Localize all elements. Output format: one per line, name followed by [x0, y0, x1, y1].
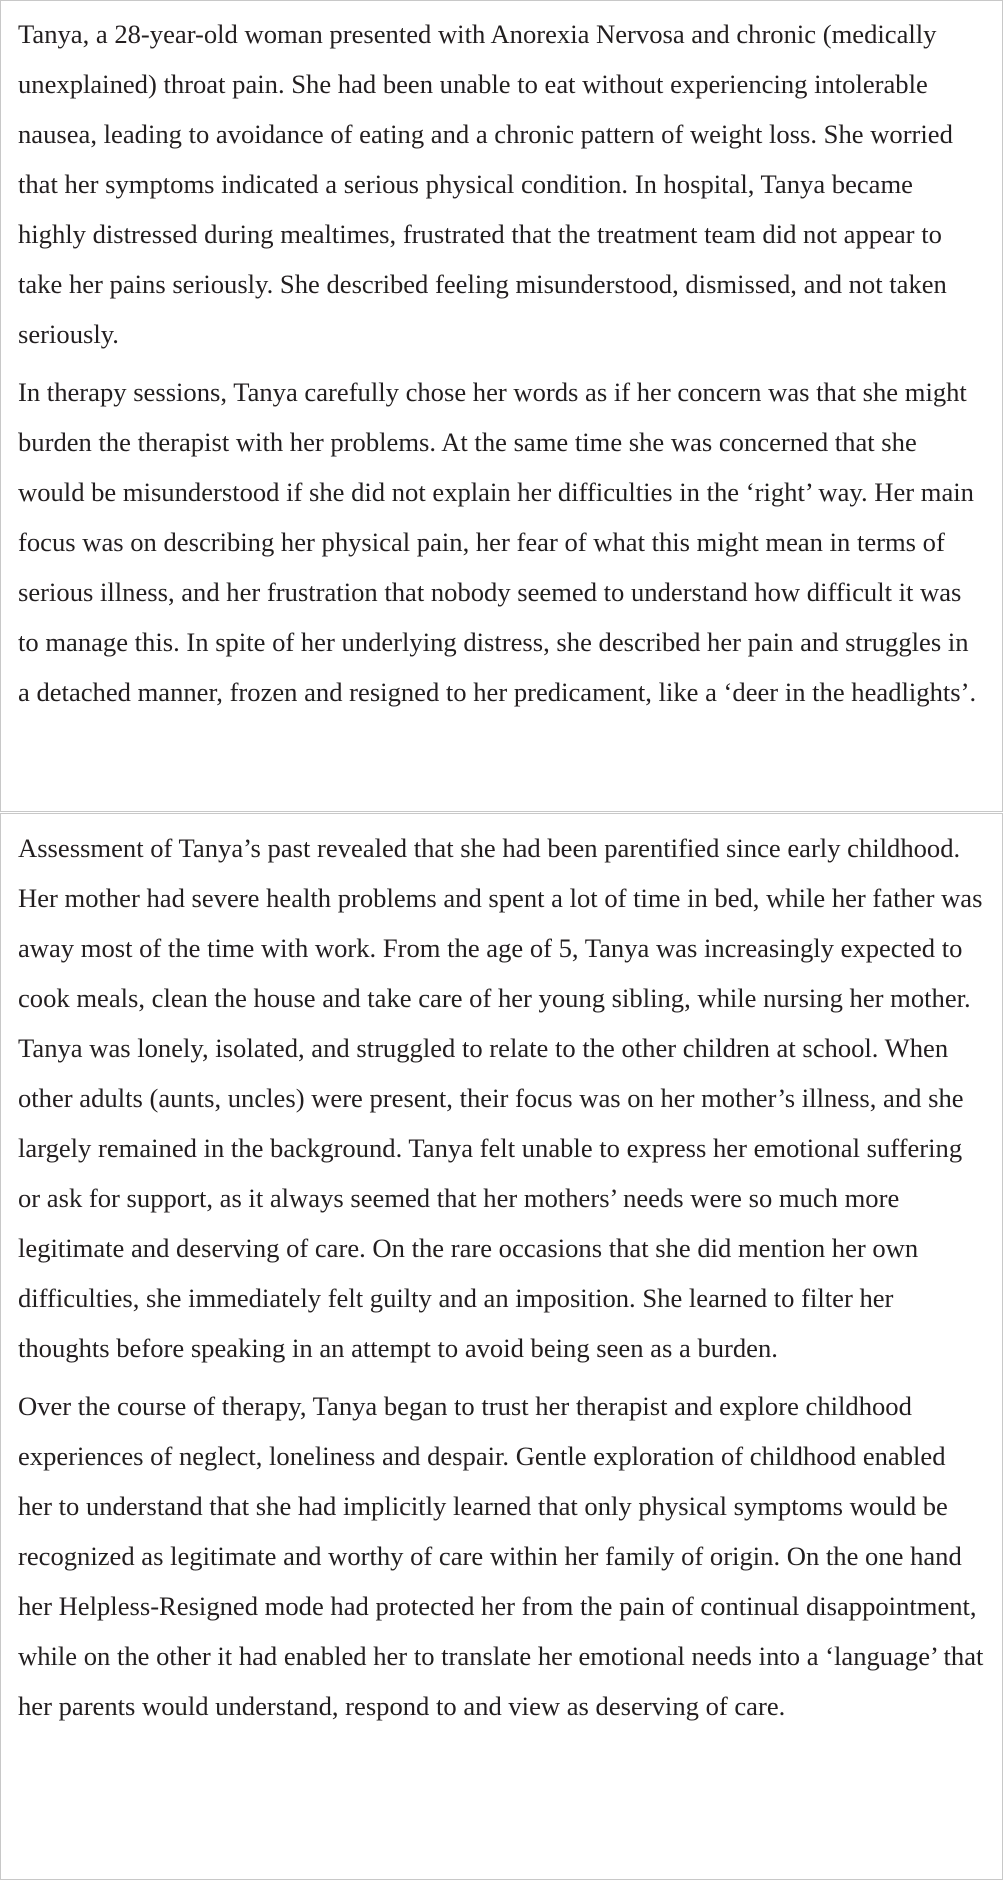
case-text-panel-top — [0, 0, 1003, 812]
paragraph-assessment: Assessment of Tanya’s past revealed that she had been parentified since early childhood. Her mother had severe health problems and spent a lot of time in bed, while her father was away most of the time with work. From the age of 5, Tanya was increasingly expected to cook meals, clean the house and take care of her young sibling, while nursing her mother. Tanya was lonely, isolated, and struggled to relate to the other children at school. When other adults (aunts, uncles) were present, their focus was on her mother’s illness, and she largely remained in the background. Tanya felt unable to express her emotional suffering or ask for support, as it always seemed that her mothers’ needs were so much more legitimate and deserving of care. On the rare occasions that she did mention her own difficulties, she immediately felt guilty and an imposition. She learned to filter her thoughts before speaking in an attempt to avoid being seen as a burden. — [18, 833, 983, 1363]
paragraph-presentation: Tanya, a 28-year-old woman presented with Anorexia Nervosa and chronic (medically unexplained) throat pain. She had been unable to eat without experiencing intolerable nausea, leading to avoidance of eating and a chronic pattern of weight loss. She worried that her symptoms indicated a serious physical condition. In hospital, Tanya became highly distressed during mealtimes, frustrated that the treatment team did not appear to take her pains seriously. She described feeling misunderstood, dismissed, and not taken seriously. — [18, 19, 953, 349]
paragraph-therapy-sessions: In therapy sessions, Tanya carefully chose her words as if her concern was that she might burden the therapist with her problems. At the same time she was concerned that she would be misunderstood if she did not explain her difficulties in the ‘right’ way. Her main focus was on describing her physical pain, her fear of what this might mean in terms of serious illness, and her frustration that nobody seemed to understand how difficult it was to manage this. In spite of her underlying distress, she described her pain and struggles in a detached manner, frozen and resigned to her predicament, like a ‘deer in the headlights’. — [18, 377, 977, 707]
paragraph-course-of-therapy: Over the course of therapy, Tanya began to trust her therapist and explore childhood experiences of neglect, loneliness and despair. Gentle exploration of childhood enabled her to understand that she had implicitly learned that only physical symptoms would be recognized as legitimate and worthy of care within her family of origin. On the one hand her Helpless-Resigned mode had protected her from the pain of continual disappointment, while on the other it had enabled her to translate her emotional needs into a ‘language’ that her parents would understand, respond to and view as deserving of care. — [18, 1391, 984, 1721]
case-text-panel-bottom — [0, 813, 1003, 1880]
